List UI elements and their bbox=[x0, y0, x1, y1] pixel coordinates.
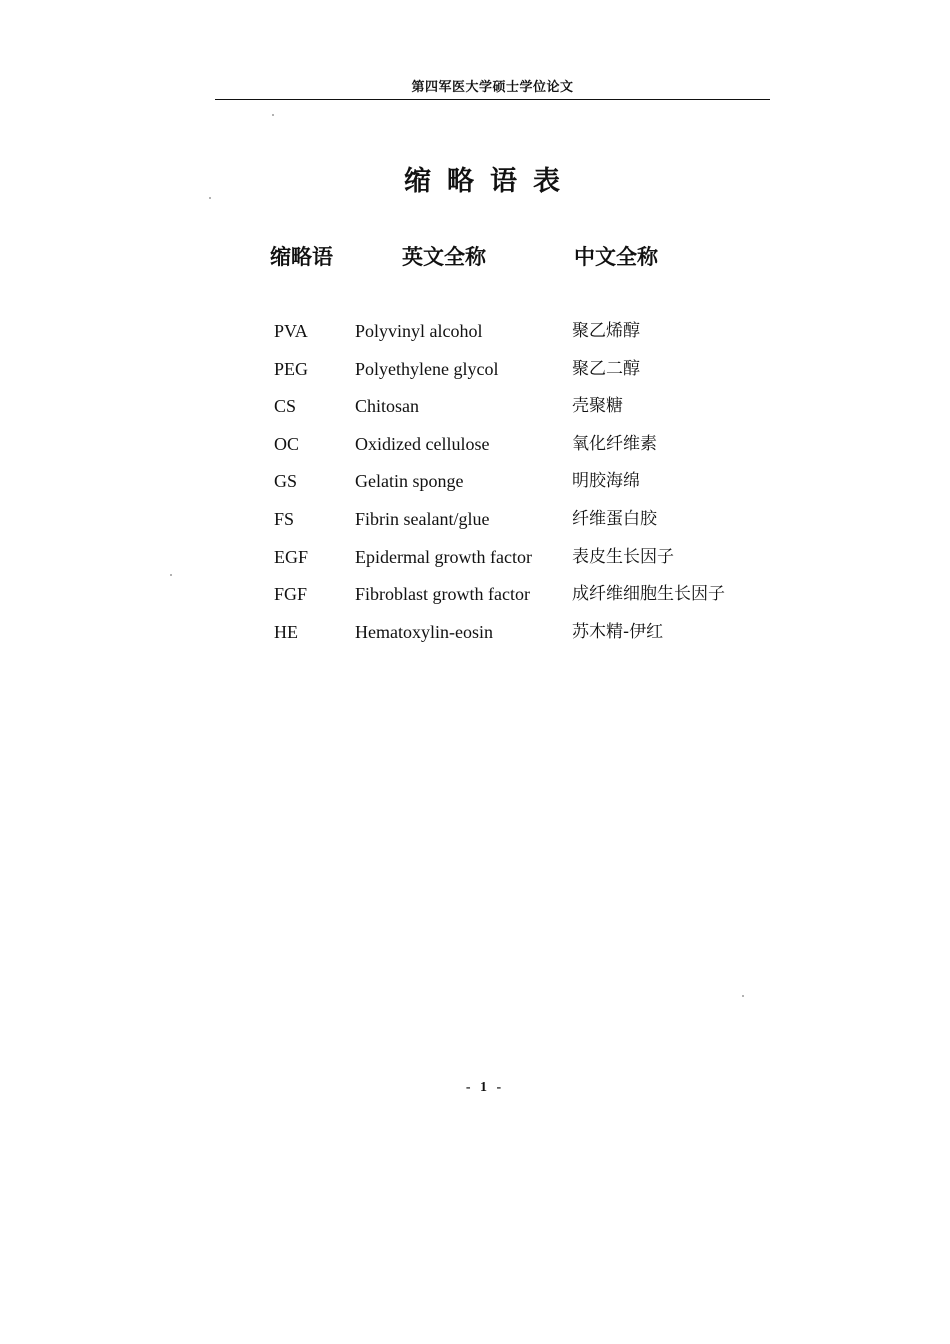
scan-speck bbox=[742, 995, 744, 997]
abbreviation-cell: CS bbox=[274, 396, 297, 417]
scan-speck bbox=[209, 197, 211, 199]
table-row bbox=[274, 619, 764, 657]
table-row bbox=[274, 468, 764, 506]
page-title: 缩略语表 bbox=[404, 166, 576, 197]
scan-speck bbox=[170, 574, 172, 576]
page-number: - 1 - bbox=[465, 1080, 505, 1095]
abbreviation-cell: FGF bbox=[274, 584, 308, 605]
chinese-name-cell: 氧化纤维素 bbox=[572, 433, 657, 454]
column-header-abbreviation: 缩略语 bbox=[270, 245, 333, 269]
chinese-name-cell: 表皮生长因子 bbox=[572, 546, 674, 567]
table-row bbox=[274, 431, 764, 469]
english-name-cell: Polyethylene glycol bbox=[355, 358, 499, 379]
english-name-cell: Gelatin sponge bbox=[355, 471, 464, 492]
chinese-name-cell: 苏木精-伊红 bbox=[572, 621, 664, 642]
chinese-name-cell: 纤维蛋白胶 bbox=[572, 508, 657, 529]
chinese-name-cell: 壳聚糖 bbox=[572, 396, 623, 417]
abbreviation-table bbox=[274, 318, 764, 656]
running-header: 第四军医大学硕士学位论文 bbox=[411, 80, 574, 95]
table-row bbox=[274, 318, 764, 356]
abbreviation-cell: PVA bbox=[274, 321, 308, 341]
table-row bbox=[274, 544, 764, 582]
chinese-name-cell: 成纤维细胞生长因子 bbox=[572, 584, 725, 605]
abbreviation-cell: GS bbox=[274, 471, 298, 492]
header-rule bbox=[215, 99, 770, 100]
english-name-cell: Hematoxylin-eosin bbox=[355, 621, 493, 642]
table-row bbox=[274, 581, 764, 619]
abbreviation-cell: EGF bbox=[274, 546, 309, 567]
english-name-cell: Polyvinyl alcohol bbox=[355, 321, 483, 341]
english-name-cell: Epidermal growth factor bbox=[355, 546, 532, 567]
scan-speck bbox=[272, 114, 274, 116]
chinese-name-cell: 明胶海绵 bbox=[572, 471, 640, 492]
table-row bbox=[274, 356, 764, 394]
english-name-cell: Chitosan bbox=[355, 396, 420, 417]
column-header-english: 英文全称 bbox=[402, 245, 486, 269]
english-name-cell: Oxidized cellulose bbox=[355, 433, 490, 454]
chinese-name-cell: 聚乙烯醇 bbox=[572, 321, 640, 341]
table-row bbox=[274, 506, 764, 544]
abbreviation-cell: PEG bbox=[274, 358, 309, 379]
table-row bbox=[274, 393, 764, 431]
english-name-cell: Fibroblast growth factor bbox=[355, 584, 530, 605]
english-name-cell: Fibrin sealant/glue bbox=[355, 508, 490, 529]
abbreviation-cell: FS bbox=[274, 508, 295, 529]
abbreviation-cell: HE bbox=[274, 621, 298, 642]
chinese-name-cell: 聚乙二醇 bbox=[572, 358, 640, 379]
column-header-chinese: 中文全称 bbox=[574, 245, 658, 269]
abbreviation-cell: OC bbox=[274, 433, 300, 454]
